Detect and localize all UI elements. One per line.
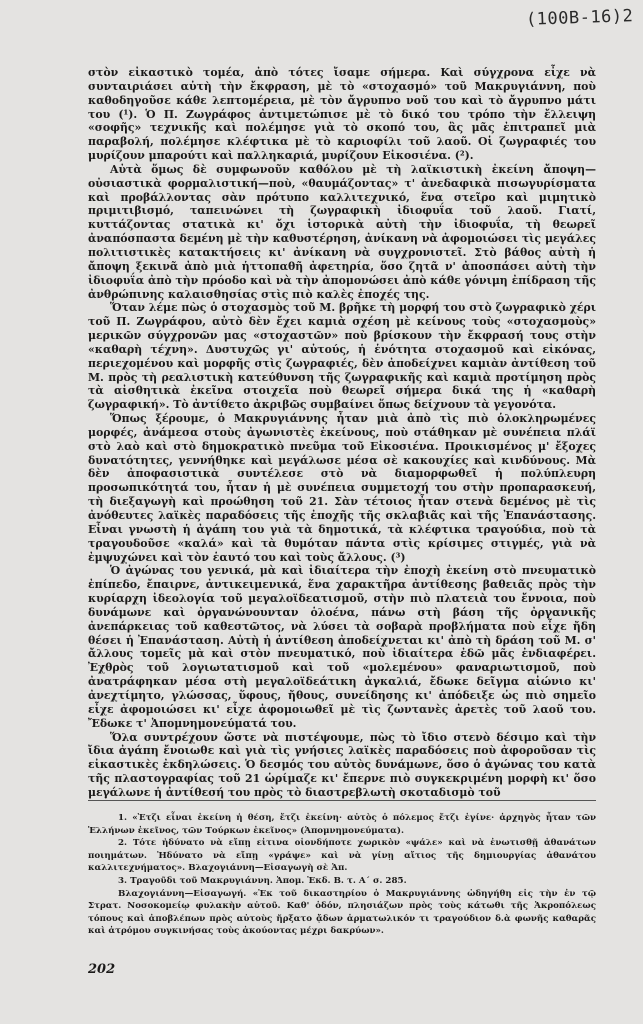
paragraph: Ὅλα συντρέχουν ὥστε νὰ πιστέψουμε, πὼς τὸ ἴδιο στενὸ δέσιμο καὶ τὴν ἴδια ἀγάπη ἔνοιωθε καὶ γιὰ τὶς γνήσιες λαϊκὲς παραδόσεις ποὺ ἀφοροῦσαν τὶς εἰκαστικὲς ἐκδηλώσεις. Ὁ δεσμός του αὐτὸς δυνάμωνε, ὅσο ὁ ἀγώνας του κατὰ τῆς πλαστογραφίας τοῦ 21 ὡρίμαζε κι' ἔπερνε πιὸ συγκεκριμένη μορφὴ κι' ὅσο μεγάλωνε ἡ ἀντίθεσή του πρὸς τὸ διαστρεβλωτὴ σκοταδισμὸ τοῦ (88, 730, 596, 799)
footnote: 1. «Ἐτζι εἶναι ἐκείνη ἡ θέση, ἔτζι ἐκείνη· αὐτὸς ὁ πόλεμος ἔτζι ἐγίνε· ἀρχηγὸς ἦταν τῶν Ἑλλήνων ἐκεῖνος, τῶν Τούρκων ἐκεῖνος» (Ἀπομνημονεύματα). (88, 813, 596, 836)
footnote: 2. Τότε ἠδύνατο νὰ εἴπῃ εἰτινα οἱονδήποτε χωρικὸν «ψάλε» καὶ νὰ ἐνωτισθῇ ἀθανάτων ποιημάτων. Ἠδύνατο νὰ εἴπῃ «γράψε» καὶ νὰ γίνῃ αἴτιος τῆς δημιουργίας ἀθανάτου καλλιτεχνήματος». Βλαχογιάννη—Εἰσαγωγὴ σὲ Ἀπ. (88, 838, 596, 874)
footnote-divider (88, 800, 596, 801)
paragraph: Αὐτὰ ὅμως δὲ συμφωνοῦν καθόλου μὲ τὴ λαϊκιστικὴ ἐκείνη ἄποψη—οὐσιαστικὰ φορμαλιστική—ποὺ, «θαυμάζοντας» τ' ἀνεδαφικὰ πισωγυρίσματα καὶ προβάλλοντας σὰν πρότυπο καλλιτεχνικό, ἕνα στεῖρο καὶ μιμητικὸ πριμιτιβισμό, ταπεινώνει τὴ ζωγραφικὴ ἰδιοφυΐα τοῦ λαοῦ. Γιατί, κυττάζοντας στατικὰ κι' ὄχι ἱστορικὰ αὐτὴ τὴν ἰδιοφυΐα, τὴ θεωρεῖ ἀναπόσπαστα δεμένη μὲ τὴν καθυστέρηση, ἀνίκανη νὰ ἀφομοιώσει τὶς μεγάλες πολιτιστικὲς κατακτήσεις κι' ἀνίκανη νὰ συγχρονιστεῖ. Στὸ βάθος αὐτὴ ἡ ἄποψη ξεκινᾶ ἀπὸ μιὰ ἡττοπαθῆ ἀφετηρία, ὅσο ζητᾶ ν' ἀποσπάσει αὐτὴ τὴν ἰδιοφυΐα ἀπὸ τὴν πρόοδο καὶ νὰ τὴν ἀπομονώσει ἀπὸ κάθε γόνιμη ἐπίδραση τῆς ἀνθρώπινης καλαισθησίας στὶς πιὸ καλὲς ἐποχές της. (88, 162, 596, 301)
main-text (88, 66, 596, 800)
handwritten-archive-note: (100B-16)2 (525, 6, 634, 30)
paragraph: Ὁ ἀγώνας του γενικά, μὰ καὶ ἰδιαίτερα τὴν ἐποχὴ ἐκείνη στὸ πνευματικὸ ἐπίπεδο, ἔπαιρνε, ἀντικειμενικά, ἕνα χαρακτῆρα ἀντίθεσης βαθειᾶς πρὸς τὴν κυρίαρχη ἰδεολογία τοῦ μεγαλοϊδεατισμοῦ, στὴν πιὸ πλατειὰ του ἔννοια, ποὺ δυνάμωνε καὶ ὀργανώνουνταν ὁλοένα, πάνω στὴ βάση τῆς ὀργανικῆς ἀνεπάρκειας τοῦ καθεστῶτος, νὰ λύσει τὰ σοβαρὰ προβλήματα ποὺ εἶχε ἤδη θέσει ἡ Ἐπανάσταση. Αὐτὴ ἡ ἀντίθεση ἀποδείχνεται κι' ἀπὸ τὴ δράση τοῦ Μ. σ' ἄλλους τομεῖς μὰ καὶ στὸν πνευματικό, ποὺ ἰδιαίτερα ἐδῶ μᾶς ἐνδιαφέρει. Ἐχθρὸς τοῦ λογιωτατισμοῦ καὶ τοῦ «μολεμένου» φαναριωτισμοῦ, ποὺ ἀνατράφηκαν μέσα στὴ μεγαλοϊδεάτικη ἀγκαλιά, ἔδωκε δεῖγμα αἰώνιο κι' ἀνεχτίμητο, γλώσσας, ὕφους, ἤθους, συνείδησης κι' ἀπόδειξε ὡς πιὸ σημεῖο εἶχε ἀφομοιώσει κι' εἶχε ἀφομοιωθεῖ μὲ τὶς ζωντανὲς ἀρετὲς τοῦ λαοῦ του. Ἔδωκε τ' Ἀπομνημονεύματά του. (88, 564, 596, 730)
footnote: Βλαχογιάννη—Εἰσαγωγή. «Ἐκ τοῦ δικαστηρίου ὁ Μακρυγιάννης ὡδηγήθη εἰς τὴν ἐν τῷ Στρατ. Νοσοκομείῳ φυλακὴν αὐτοῦ. Καθ' ὁδόν, πλησιάζων πρὸς τοὺς κάτωθι τῆς Ἀκροπόλεως τόπους καὶ ἀποβλέπων πρὸς αὐτοὺς ἤρξατο ᾄδων ἁρματωλικόν τι τραγούδιον δ.ὰ φωνῆς καθαρᾶς καὶ ἀτρόμου συγκινήσας τοὺς ἀκούοντας μέχρι δακρύων». (88, 888, 596, 937)
paragraph: στὸν εἰκαστικὸ τομέα, ἀπὸ τότες ἴσαμε σήμερα. Καὶ σύγχρονα εἶχε νὰ συνταιριάσει αὐτὴ τὴν ἔκφραση, μὲ τὸ «στοχασμό» τοῦ Μακρυγιάννη, ποὺ καθοδηγοῦσε κάθε λεπτομέρεια, μὲ τὸν ἄγρυπνο νοῦ του καὶ τὸ ἄγρυπνο μάτι του (¹). Ὁ Π. Ζωγράφος ἀντιμετώπισε μὲ τὸ δικό του τρόπο τὴν ἔλλειψη «σοφῆς» τεχνικῆς καὶ πολέμησε γιὰ τὸ σκοπό του, ἂς μᾶς ἐπιτραπεῖ μιὰ παραβολή, πολέμησε κλέφτικα μὲ τὸ καριοφίλι τοῦ λαοῦ. Οἱ ζωγραφιές του μυρίζουν μπαρούτι καὶ παλληκαριά, μυρίζουν Εἰκοσιένα. (²). (88, 66, 596, 163)
footnote: 3. Τραγοῦδι τοῦ Μακρυγιάννη. Ἀπομ. Ἐκδ. Β. τ. Α΄ σ. 285. (118, 875, 407, 886)
footnotes (88, 812, 596, 938)
paragraph: Ὅταν λέμε πὼς ὁ στοχασμὸς τοῦ Μ. βρῆκε τὴ μορφή του στὸ ζωγραφικὸ χέρι τοῦ Π. Ζωγράφου, αὐτὸ δὲν ἔχει καμιὰ σχέση μὲ κείνους τοὺς «στοχασμοὺς» μερικῶν σύγχρονῶν μας «στοχαστῶν» ποὺ βρίσκουν τὴν ἔκφρασή τους στὴν «καθαρὴ τέχνη». Δυστυχῶς γι' αὐτούς, ἡ ἑνότητα στοχασμοῦ καὶ εἰκόνας, περιεχομένου καὶ μορφῆς στὶς ζωγραφιές, δὲν ἀποδείχνει καμιὰν ἀντίθεση τοῦ Μ. πρὸς τὴ ρεαλιστικὴ κατεύθυνση τῆς ζωγραφικῆς καὶ καμιὰ προτίμηση πρὸς τὰ αἰσθητικὰ ἐκεῖνα στοιχεῖα ποὺ θεωρεῖ σήμερα δικά της ἡ «καθαρὴ ζωγραφική». Τὸ ἀντίθετο ἀκριβῶς συμβαίνει ὅπως δείχνουν τὰ γεγονότα. (88, 301, 596, 412)
page-number: 202 (88, 962, 116, 977)
paragraph: Ὅπως ξέρουμε, ὁ Μακρυγιάννης ἦταν μιὰ ἀπὸ τὶς πιὸ ὁλοκληρωμένες μορφές, ἀνάμεσα στοὺς ἀγωνιστὲς ἐκείνους, ποὺ στάθηκαν μὲ συνέπεια πλάϊ στὸ λαὸ καὶ στὸ δημοκρατικὸ πνεῦμα τοῦ Εἰκοσιένα. Προικισμένος μ' ἔξοχες δυνατότητες, γεννήθηκε καὶ μεγάλωσε μέσα σὲ κακουχίες καὶ κινδύνους. Μὰ δὲν ἀποφασιστικὰ συντέλεσε στὸ νὰ διαμορφωθεῖ ἡ πολύπλευρη προσωπικότητά του, ἦταν ἡ μὲ συνέπεια συμμετοχή του στὴν προπαρασκευή, τὴ διεξαγωγὴ καὶ προώθηση τοῦ 21. Σὰν τέτοιος ἦταν στενὰ δεμένος μὲ τὶς ἀνόθευτες λαϊκὲς παραδόσεις τῆς ἐποχῆς τῆς σκλαβιᾶς καὶ τῆς Ἐπανάστασης. Εἶναι γνωστὴ ἡ ἀγάπη του γιὰ τὰ δημοτικά, τὰ κλέφτικα τραγούδια, ποὺ τὰ τραγουδοῦσε «καλά» καὶ τὰ θυμόταν πάντα στὶς κρίσιμες στιγμές, γιὰ νὰ ἐμψυχώνει καὶ τὸν ἑαυτό του καὶ τοὺς ἄλλους. (³) (88, 412, 596, 564)
